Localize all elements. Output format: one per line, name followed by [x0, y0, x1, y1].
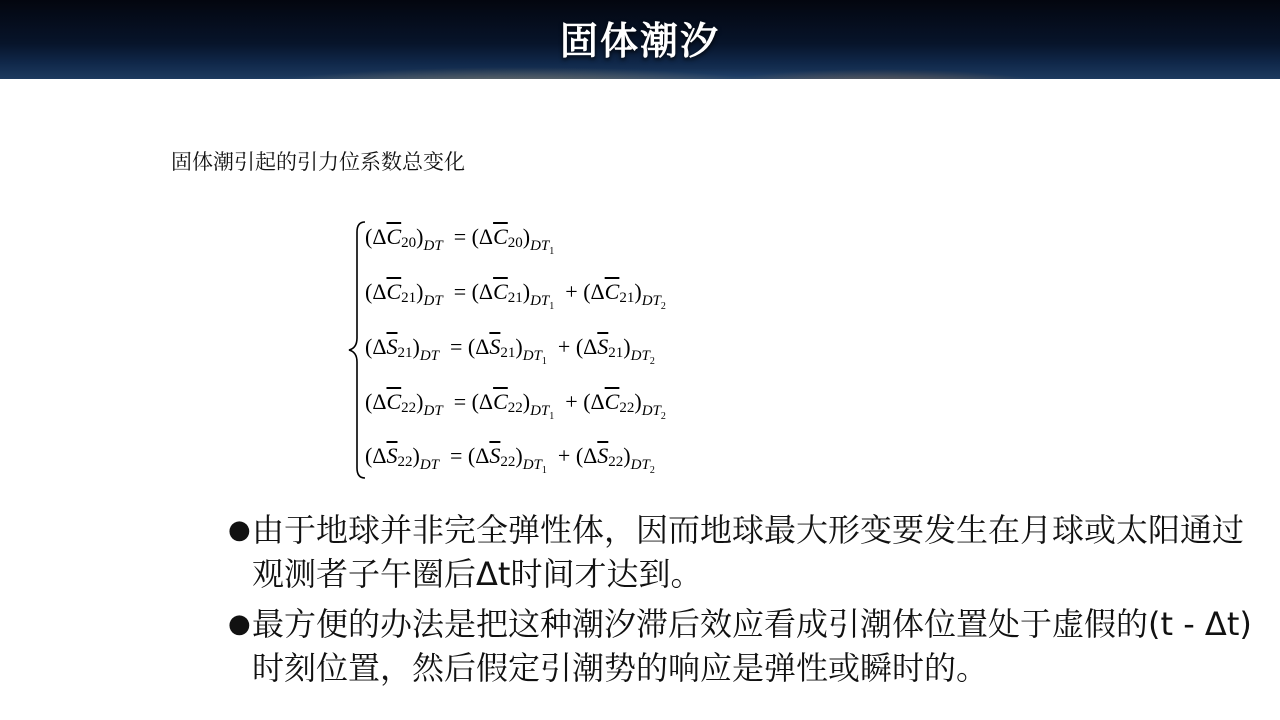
equation-row-3: $(\Delta\overline{S}21)_{DT} = (\Delta\overline{S}21)_{DT_1} + (\Delta\overline{S}21)_{DT_2}$ [365, 334, 655, 367]
equation-row-4: $(\Delta\overline{C}22)_{DT} = (\Delta\overline{C}22)_{DT_1} + (\Delta\overline{C}22)_{DT_2}$ [365, 389, 666, 422]
bullet-marker: ● [228, 515, 251, 545]
equation-row-1: $(\Delta\overline{C}20)_{DT} = (\Delta\overline{C}20)_{DT_1}$ [365, 224, 555, 257]
bullet-text: 最方便的办法是把这种潮汐滞后效应看成引潮体位置处于虚假的(t - Δt)时刻位置，然后假定引潮势的响应是弹性或瞬时的。 [252, 605, 1252, 687]
bullet-item-1 [228, 508, 1273, 596]
title-banner [0, 0, 1280, 79]
bullet-list [228, 508, 1273, 696]
bullet-marker: ● [228, 609, 251, 639]
slide-title: 固体潮汐 [559, 19, 720, 63]
equation-row-5: $(\Delta\overline{S}22)_{DT} = (\Delta\overline{S}22)_{DT_1} + (\Delta\overline{S}22)_{DT_2}$ [365, 443, 655, 476]
equation-row-2: $(\Delta\overline{C}21)_{DT} = (\Delta\overline{C}21)_{DT_1} + (\Delta\overline{C}21)_{DT_2}$ [365, 279, 666, 312]
bullet-text: 由于地球并非完全弹性体，因而地球最大形变要发生在月球或太阳通过观测者子午圈后Δt时间才达到。 [252, 511, 1245, 593]
bullet-item-2 [228, 602, 1273, 690]
subtitle: 固体潮引起的引力位系数总变化 [171, 150, 465, 174]
